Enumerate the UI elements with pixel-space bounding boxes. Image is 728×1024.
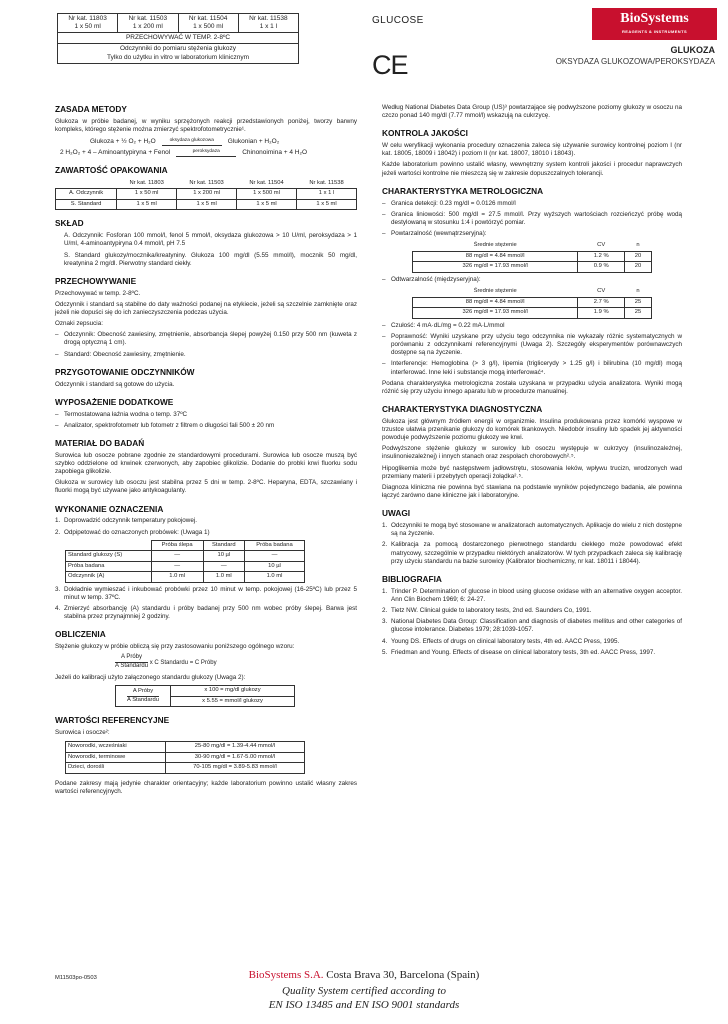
list-text: Granica liniowości: 500 mg/dl = 27.5 mmol/l. Przy wyższych wartościach rozcieńczyć próbę wodą destylowaną w stosunku 1:4 i powtórzyć pomiar. [391,210,682,226]
section-heading: CHARAKTERYSTYKA METROLOGICZNA [382,185,544,196]
list-item: – Poprawność: Wyniki uzyskane przy użyciu tego odczynnika nie wykazały różnic systematycznych w porównaniu z odczynnikami referencyjnymi (Uwaga 2). Szczegóły eksperymentów porównawczych dostępne są na życzenie. [382,332,682,357]
table-cell: — [151,561,203,572]
logo-name: BioSystems [620,11,689,26]
table-cell: 1 x 5 ml [177,199,237,210]
table-cell: 20 [625,262,652,273]
table-cell: 70-105 mg/dl = 3.89-5.83 mmol/l [165,763,304,774]
storage-label: PRZECHOWYWAĆ W TEMP. 2-8ºC [125,34,231,42]
list-item: – Termostatowana łaźnia wodna o temp. 37ºC [55,410,188,418]
list-text: Doprowadzić odczynnik temperatury pokojowej. [64,517,197,525]
paragraph: Podane zakresy mają jedynie charakter orientacyjny; każde laboratorium powinno ustalić własny zakres wartości referencyjnych. [55,779,357,795]
list-text: Odczynniki te mogą być stosowane w analizatorach automatycznych. Aplikacje do wielu z nich dostępne są na życzenie. [391,522,682,538]
equation-reactants: 2 H₂O₂ + 4 – Aminoantypiryna + Fenol [60,148,171,156]
calc-formula [115,654,357,671]
table-cell: 30-90 mg/dl = 1.67-5.00 mmol/l [165,752,304,763]
paragraph: Stężenie glukozy w próbie obliczą się przy zastosowaniu poniższego ogólnego wzoru: [55,643,295,651]
table-cell: 1 x 500 ml [237,189,297,200]
package-table [55,179,357,211]
table-cell: 1 x 5 ml [117,199,177,210]
table-cell: A. Odczynnik [56,189,117,200]
table-cell: x 5.55 = mmol/l glukozy [171,696,295,707]
reaction-equations [55,138,357,157]
table-row [66,763,305,774]
table-header: Średnie stężenie [473,242,517,249]
table-header: n [636,242,640,249]
table-cell [116,686,171,707]
table-cell: 1.0 ml [151,572,203,583]
list-item [55,232,357,248]
list-item: 2. Kalibracja za pomocą dostarczonego pierwotnego standardu ciekłego może powodować efekt matrycowy, szczególnie w przypadku niektórych analizatorów. W tych przypadkach zaleca się kalibrację przy użyciu standardu na bazie surowicy (Kalibrator biochemiczny, nr kat. 18011 i 18044). [382,541,682,565]
table-row [413,297,652,308]
table-cell: 1 x 1 l [297,189,357,200]
cat-number: Nr kat. 11538 [249,15,288,22]
table-header: Próba ślepa [151,540,203,551]
paragraph: Podwyższone stężenie glukozy w surowicy lub osoczu występuje w cukrzycy (insulinozależnej, insulinoniezależnej) i innych stanach oraz zespołach chorobowych²˒⁵. [382,445,682,461]
precision-table-2 [412,287,652,319]
reference-text: Tietz NW. Clinical guide to laboratory tests, 2nd ed. Saunders Co, 1991. [391,607,592,615]
right-column [382,104,682,660]
list-item: 1. Doprowadzić odczynnik temperatury pokojowej. [55,517,197,525]
cat-number: Nr kat. 11504 [188,15,228,22]
precision-table-1 [412,241,652,273]
reference-text: Friedman and Young. Effects of disease on clinical laboratory tests, 3th ed. AACC Press, 1997. [391,648,656,656]
table-cell: x 100 = mg/dl glukozy [171,686,295,697]
table-cell: 88 mg/dl = 4.84 mmol/l [413,251,578,262]
table-cell: 0.9 % [578,262,625,273]
cat-number: Nr kat. 11503 [128,15,168,22]
reference-text: Young DS. Effects of drugs on clinical laboratory tests, 4th ed. AACC Press, 1995. [391,637,620,645]
table-header: CV [597,288,606,295]
table-row [66,561,305,572]
table-cell: 10 µl [244,561,304,572]
paragraph: Odczynnik i standard są stabilne do daty ważności podanej na etykiecie, jeżeli są szczelnie zamknięte oraz jeżeli nie dopuści się do ich zanieczyszczenia podczas użycia. [55,300,357,316]
company-name: BioSystems S.A. [248,969,324,981]
equation-products: Chinonoimina + 4 H₂O [242,148,308,156]
list-text: Powtarzalność (wewnątrzseryjna): [391,230,487,238]
equation-products: Glukonian + H₂O₂ [227,138,280,146]
catalog-box [57,13,299,64]
reference-table [65,741,305,774]
list-text: Zmierzyć absorbancję (A) standardu i próby badanej przy 500 nm wobec próby ślepej. Barwa jest stabilna przez przynajmniej 2 godziny. [64,605,357,621]
list-text: Odczynnik: Obecność zawiesiny, zmętnienie, absorbancja ślepej powyżej 0.150 przy 500 nm (kuweta z drogą optyczną 1 cm). [64,331,357,347]
paragraph: Glukoza jest głównym źródłem energii w organizmie. Insulina produkowana przez komórki wyspowe w trzustce ułatwia przenikanie glukozy do komórek tkankowych. Niedobór insuliny lub spadek jej aktywności powoduje podwyższenie poziomu glukozy we krwi. [382,417,682,442]
list-item: – Interferencje: Hemoglobina (> 3 g/l), lipemia (triglicerydy > 1.25 g/l) i bilirubina (10 mg/dl) mogą interferować. Inne leki i substancje mogą interferować⁴. [382,360,682,376]
list-text: Termostatowana łaźnia wodna o temp. 37ºC [64,410,188,418]
paragraph: Glukoza w próbie badanej, w wyniku sprzężonych reakcji przedstawionych poniżej, tworzy barwny kompleks, którego stężenie można zmierzyć spektrofotometrycznie¹. [55,117,357,133]
product-title: GLUKOZA [670,45,715,55]
table-row [56,189,357,200]
cat-number: Nr kat. 11803 [68,15,107,22]
paragraph: W celu weryfikacji wykonania procedury oznaczenia zaleca się używanie surowicy kontrolnej poziom I (nr kat. 18005, 18009 i 18042) i poziom II (nr kat. 18007, 18010 i 18043). [382,142,682,158]
ce-mark-icon: CE [372,50,408,80]
section-heading: UWAGI [382,508,411,519]
table-cell: Noworodki, terminowe [66,752,166,763]
list-text: Odtwarzalność (międzyseryjna): [391,275,481,283]
reaction-arrow [162,138,222,146]
document-title: GLUCOSE [372,15,424,26]
table-row [66,551,305,562]
calc-table [115,685,295,707]
paragraph: Surowica lub osocze pobrane zgodnie ze standardowymi procedurami. Surowica lub osocze muszą być szybko oddzielone od krwinek czerwonych, aby zapobiec glikolizie. Dodanie do probki krwi fluorku sodu zapobiega glikolizie. [55,451,357,476]
paragraph: Odczynnik i standard są gotowe do użycia. [55,380,175,388]
footer-line-1 [0,968,728,982]
enzyme-label: oksydaza glukozowa [169,138,214,144]
list-item: – Czułość: 4 mA·dL/mg = 0.22 mA·L/mmol [382,321,505,329]
table-header: Nr kat. 11504 [249,179,284,186]
list-item: – Standard: Obecność zawiesiny, zmętnienie. [55,350,186,358]
paragraph: Przechowywać w temp. 2-8ºC. [55,289,141,297]
table-header: Nr kat. 11538 [309,179,344,186]
list-item: 4. Zmierzyć absorbancję (A) standardu i próby badanej przy 500 nm wobec próby ślepej. Barwa jest stabilna przez przynajmniej 2 godziny. [55,605,357,621]
table-cell: S. Standard [56,199,117,210]
section-heading: KONTROLA JAKOŚCI [382,128,468,139]
list-text: Interferencje: Hemoglobina (> 3 g/l), lipemia (triglicerydy > 1.25 g/l) i bilirubina (10 mg/dl) mogą interferować. Inne leki i substancje mogą interferować⁴. [391,360,682,376]
section-heading: OBLICZENIA [55,629,106,640]
list-item: 3. Dokładnie wymieszać i inkubować probówki przez 10 minut w temp. pokojowej (16-25ºC) lub przez 5 minut w temp. 37ºC. [55,585,357,601]
paragraph: Diagnoza kliniczna nie powinna być stawiana na podstawie wyników pojedynczego badania, ale powinna łączyć zarówno dane kliniczne jak i laboratoryjne. [382,484,682,500]
logo-subtitle: REAGENTS & INSTRUMENTS [621,29,688,34]
denominator: A Standardu [127,696,159,703]
numerator: A Próby [115,654,148,663]
procedure-table [65,540,305,583]
list-item: – Analizator, spektrofotometr lub fotometr z filtrem o długości fali 500 ± 20 nm [55,421,275,429]
table-cell: Dzieci, dorośli [66,763,166,774]
cat-size: 1 x 500 ml [193,23,224,31]
list-text: Poprawność: Wyniki uzyskane przy użyciu tego odczynnika nie wykazały różnic systematycznych w porównaniu z odczynnikami referencyjnymi (Uwaga 2). Szczegóły eksperymentów porównawczych dostępne są na życzenie. [391,332,682,357]
reference-item: 2. Tietz NW. Clinical guide to laboratory tests, 2nd ed. Saunders Co, 1991. [382,607,592,615]
list-text: Kalibracja za pomocą dostarczonego pierwotnego standardu ciekłego może powodować efekt matrycowy, szczególnie w przypadku niektórych analizatorów. W tych przypadkach zaleca się kalibrację przy użyciu standardu na bazie surowicy (Kalibrator biochemiczny, nr kat. 18011 i 18044). [391,541,682,565]
section-heading: SKŁAD [55,218,84,229]
table-header: Próba badana [244,540,304,551]
table-cell: 25-80 mg/dl = 1.39-4.44 mmol/l [165,742,304,753]
section-heading: PRZYGOTOWANIE ODCZYNNIKÓW [55,366,195,377]
reaction-row [60,149,357,157]
cat-cell [118,14,178,32]
company-address: Costa Brava 30, Barcelona (Spain) [326,969,480,981]
section-heading: PRZECHOWYWANIE [55,275,137,286]
reference-text: National Diabetes Data Group: Classification and diagnosis of diabetes mellitus and other categories of glucose intolerance. Diabetes 1979; 28:1039-1057. [391,618,682,634]
cat-cell [58,14,118,32]
table-cell: 1 x 5 ml [297,199,357,210]
reference-text: Trinder P. Determination of glucose in blood using glucose oxidase with an alternative oxygen acceptor. Ann Clin Biochem 1969; 6: 24-27. [391,587,682,603]
formula-text: x C Standardu = C Próby [149,660,217,667]
purpose-text [58,44,298,62]
section-heading: WARTOŚCI REFERENCYJNE [55,715,170,726]
list-text: Analizator, spektrofotometr lub fotometr z filtrem o długości fali 500 ± 20 nm [64,421,275,429]
table-cell: Próba badana [66,561,152,572]
table-header: n [636,288,640,295]
paragraph: Hipoglikemia może być następstwem jadłowstrętu, stosowania leków, wpływu trucizn, wrodzonych wad przemiany materii i przebytych operacji żołądka²˒⁵. [382,464,682,480]
section-heading: ZASADA METODY [55,104,127,114]
table-cell: 1.0 ml [203,572,244,583]
list-text: Czułość: 4 mA·dL/mg = 0.22 mA·L/mmol [391,321,505,329]
list-item: 1. Odczynniki te mogą być stosowane w analizatorach automatycznych. Aplikacje do wielu z nich dostępne są na życzenie. [382,522,682,538]
composition-text: S. Standard glukozy/mocznika/kreatyniny. Glukoza 100 mg/dl (5.55 mmol/l), mocznik 50 mg/dl, kreatynina 2 mg/dl. Pierwotny standard ciekły. [64,251,357,267]
paragraph: Podana charakterystyka metrologiczna została uzyskana w przypadku użycia analizatora. Wyniki mogą różnić się przy użyciu innego aparatu lub w procedurze manualnej. [382,379,682,395]
section-heading: ZAWARTOŚĆ OPAKOWANIA [55,165,168,175]
table-cell: 10 µl [203,551,244,562]
paragraph: Jeżeli do kalibracji użyto załączonego standardu glukozy (Uwaga 2): [55,674,246,682]
denominator: A Standardu [115,663,149,670]
table-cell: 1 x 5 ml [237,199,297,210]
table-cell: Standard glukozy (S) [66,551,152,562]
table-cell: 1.0 ml [244,572,304,583]
paragraph: Glukoza w surowicy lub osoczu jest stabilna przez 5 dni w temp. 2-8ºC. Heparyna, EDTA, szczawiany i fluorki mogą być używane jako antykoagulanty. [55,479,357,495]
cat-size: 1 x 50 ml [74,23,101,31]
list-text: Granica detekcji: 0.23 mg/dl = 0.0126 mmol/l [391,199,516,207]
table-row [66,572,305,583]
paragraph: Oznaki zepsucia: [55,320,103,328]
paragraph: Każde laboratorium powinno ustalić własny, wewnętrzny system kontroli jakości i procedur naprawczych jeżeli wartości kontrolne nie mieszczą się w zakresie dopuszczalnych tolerancji. [382,161,682,177]
table-row [56,199,357,210]
reference-item: 3. National Diabetes Data Group: Classification and diagnosis of diabetes mellitus and other categories of glucose intolerance. Diabetes 1979; 28:1039-1057. [382,618,682,634]
list-text: Standard: Obecność zawiesiny, zmętnienie. [64,350,186,358]
table-cell: 20 [625,251,652,262]
table-cell: 2.7 % [578,297,625,308]
section-heading: WYKONANIE OZNACZENIA [55,503,164,514]
table-row [66,742,305,753]
paragraph: Surowica i osocze²: [55,729,110,737]
list-item: – Odtwarzalność (międzyseryjna): [382,275,481,283]
section-heading: BIBLIOGRAFIA [382,573,442,584]
list-item [55,252,357,268]
table-cell: — [203,561,244,572]
table-cell: Odczynnik (A) [66,572,152,583]
cat-size: 1 x 200 ml [132,23,163,31]
cat-cell [239,14,298,32]
cat-size: 1 x 1 l [259,23,278,31]
list-item: – Granica detekcji: 0.23 mg/dl = 0.0126 mmol/l [382,199,516,207]
reaction-arrow [176,149,236,157]
reference-item: 4. Young DS. Effects of drugs on clinical laboratory tests, 4th ed. AACC Press, 1995. [382,637,620,645]
footer-line-3: EN ISO 13485 and EN ISO 9001 standards [268,999,460,1011]
table-cell: 25 [625,297,652,308]
table-cell: 1 x 50 ml [117,189,177,200]
list-item: – Powtarzalność (wewnątrzseryjna): [382,230,487,238]
list-text: Odpipetować do oznaczonych probówek: (Uwaga 1) [64,528,210,536]
table-row [413,251,652,262]
cat-cell [179,14,239,32]
list-item: 2. Odpipetować do oznaczonych probówek: (Uwaga 1) [55,528,210,536]
table-cell: — [151,551,203,562]
brand-logo [592,8,717,40]
table-header: Nr kat. 11503 [189,179,224,186]
numerator: A Próby [127,688,159,697]
table-cell: 25 [625,308,652,319]
table-cell: 1.9 % [578,308,625,319]
table-cell: 1 x 200 ml [177,189,237,200]
product-subtitle: OKSYDAZA GLUKOZOWA/PEROKSYDAZA [555,57,715,66]
section-heading: CHARAKTERYSTYKA DIAGNOSTYCZNA [382,404,543,415]
section-heading: WYPOSAŻENIE DODATKOWE [55,396,174,407]
table-header: Nr kat. 11803 [129,179,164,186]
table-cell: 88 mg/dl = 4.84 mmol/l [413,297,578,308]
reference-item: 1. Trinder P. Determination of glucose in blood using glucose oxidase with an alternative oxygen acceptor. Ann Clin Biochem 1969; 6: 24-27. [382,587,682,603]
table-row [413,308,652,319]
list-text: Dokładnie wymieszać i inkubować probówki przez 10 minut w temp. pokojowej (16-25ºC) lub przez 5 minut w temp. 37ºC. [64,585,357,601]
list-item: – Granica liniowości: 500 mg/dl = 27.5 mmol/l. Przy wyższych wartościach rozcieńczyć próbę wodą destylowaną w stosunku 1:4 i powtórzyć pomiar. [382,210,682,226]
table-cell: 1.2 % [578,251,625,262]
document-code: M11503po-0503 [55,975,97,981]
equation-reactants: Glukoza + ½ O₂ + H₂O [90,138,156,146]
table-cell: 326 mg/dl = 17.93 mmol/l [413,308,578,319]
purpose-line: Odczynniki do pomiaru stężenia glukozy [120,45,236,53]
reference-item: 5. Friedman and Young. Effects of disease on clinical laboratory tests, 3th ed. AACC Press, 1997. [382,648,656,656]
section-heading: MATERIAŁ DO BADAŃ [55,437,145,448]
table-cell: 326 mg/dl = 17.93 mmol/l [413,262,578,273]
table-cell: — [244,551,304,562]
paragraph: Według National Diabetes Data Group (US)³ powtarzające się podwyższone poziomy glukozy w osoczu na czczo ponad 140 mg/dl (7.77 mmol/l) wskazują na cukrzycę. [382,104,682,120]
list-item: – Odczynnik: Obecność zawiesiny, zmętnienie, absorbancja ślepej powyżej 0.150 przy 500 nm (kuweta z drogą optyczną 1 cm). [55,331,357,347]
table-header: Standard [203,540,244,551]
fraction [115,654,148,671]
table-row [413,262,652,273]
table-header: CV [597,242,606,249]
left-column [55,104,357,799]
enzyme-label: peroksydaza [192,148,220,154]
table-header: Średnie stężenie [473,288,517,295]
table-cell: Noworodki, wcześniaki [66,742,166,753]
table-row [66,752,305,763]
composition-text: A. Odczynnik: Fosforan 100 mmol/l, fenol 5 mmol/l, oksydaza glukozowa > 10 U/ml, peroksydaza > 1 U/ml, 4-aminoantypiryna 0.4 mmol/l, pH 7.5 [64,232,357,248]
purpose-line: Tylko do użytku in vitro w laboratorium klinicznym [107,53,249,61]
reaction-row [90,138,357,146]
footer-line-2: Quality System certified according to [282,985,446,997]
